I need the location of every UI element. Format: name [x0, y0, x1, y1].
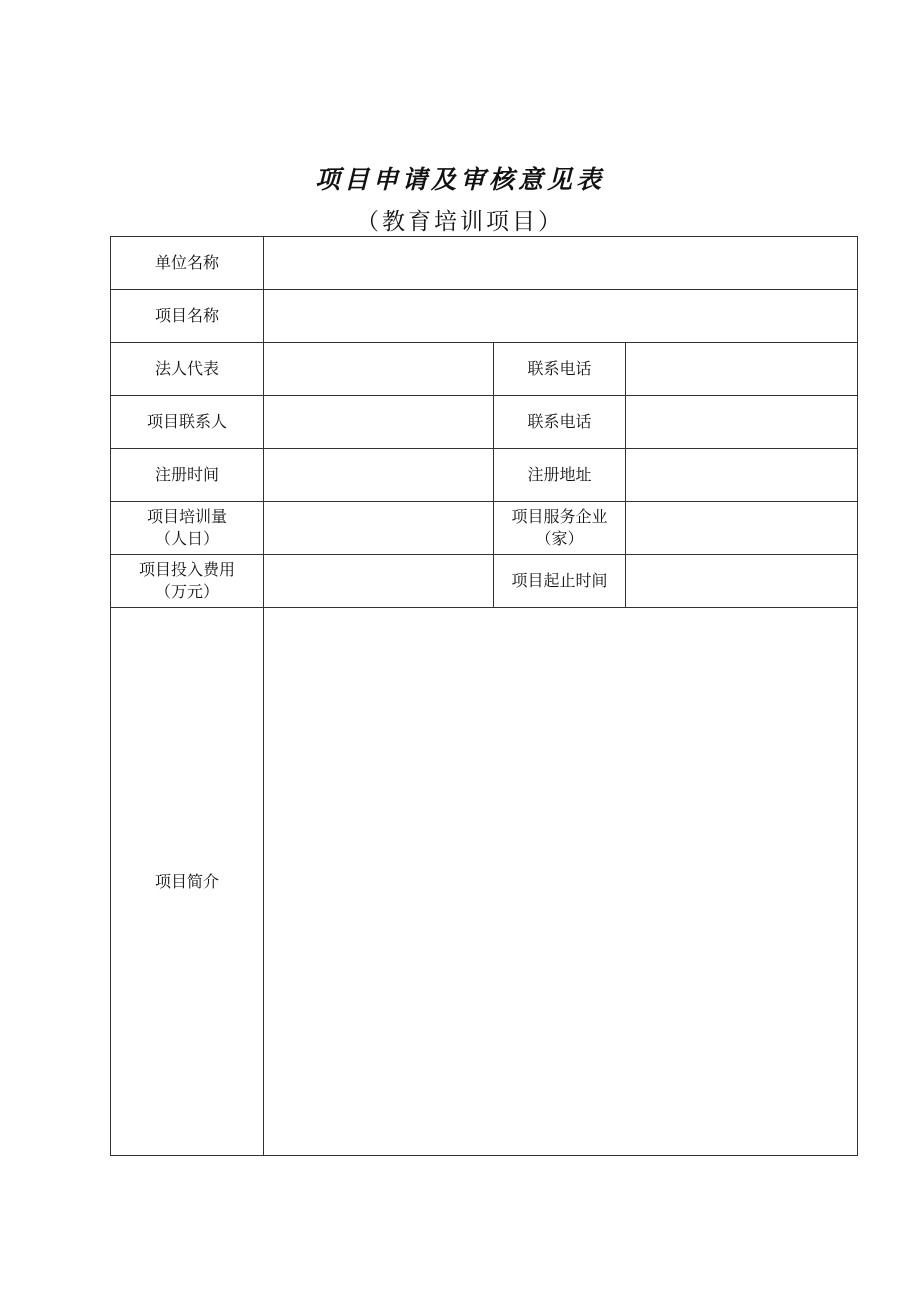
contact-person-field[interactable]: [264, 396, 494, 449]
investment-label: [111, 555, 264, 608]
investment-field[interactable]: [264, 555, 494, 608]
phone-1-field[interactable]: [626, 343, 858, 396]
row-registration: [111, 449, 858, 502]
training-volume-label: [111, 502, 264, 555]
row-contact-person: [111, 396, 858, 449]
phone-2-label: 联系电话: [494, 396, 626, 449]
period-field[interactable]: [626, 555, 858, 608]
unit-name-label: 单位名称: [111, 237, 264, 290]
phone-2-field[interactable]: [626, 396, 858, 449]
training-volume-label-line1: 项目培训量: [146, 507, 227, 526]
form-subtitle: （教育培训项目）: [356, 209, 564, 235]
investment-label-line1: 项目投入费用: [138, 560, 235, 579]
row-unit-name: [111, 237, 858, 290]
row-intro: [111, 608, 858, 1156]
intro-field[interactable]: [264, 608, 858, 1156]
reg-time-label: 注册时间: [111, 449, 264, 502]
served-companies-label-line1: 项目服务企业: [511, 507, 608, 526]
unit-name-field[interactable]: [264, 237, 858, 290]
form-title: 项目申请及审核意见表: [314, 165, 605, 194]
row-project-name: [111, 290, 858, 343]
row-legal-rep: [111, 343, 858, 396]
row-training: [111, 502, 858, 555]
row-investment: [111, 555, 858, 608]
project-name-label: 项目名称: [111, 290, 264, 343]
served-companies-field[interactable]: [626, 502, 858, 555]
reg-time-field[interactable]: [264, 449, 494, 502]
phone-1-label: 联系电话: [494, 343, 626, 396]
served-companies-label: [494, 502, 626, 555]
reg-address-field[interactable]: [626, 449, 858, 502]
training-volume-label-line2: （人日）: [154, 529, 219, 548]
application-form-table: [110, 236, 858, 1156]
legal-rep-label: 法人代表: [111, 343, 264, 396]
investment-label-line2: （万元）: [154, 582, 219, 601]
period-label: 项目起止时间: [494, 555, 626, 608]
training-volume-field[interactable]: [264, 502, 494, 555]
intro-label: 项目简介: [111, 608, 264, 1156]
served-companies-label-line2: （家）: [535, 529, 584, 548]
legal-rep-field[interactable]: [264, 343, 494, 396]
contact-person-label: 项目联系人: [111, 396, 264, 449]
project-name-field[interactable]: [264, 290, 858, 343]
reg-address-label: 注册地址: [494, 449, 626, 502]
